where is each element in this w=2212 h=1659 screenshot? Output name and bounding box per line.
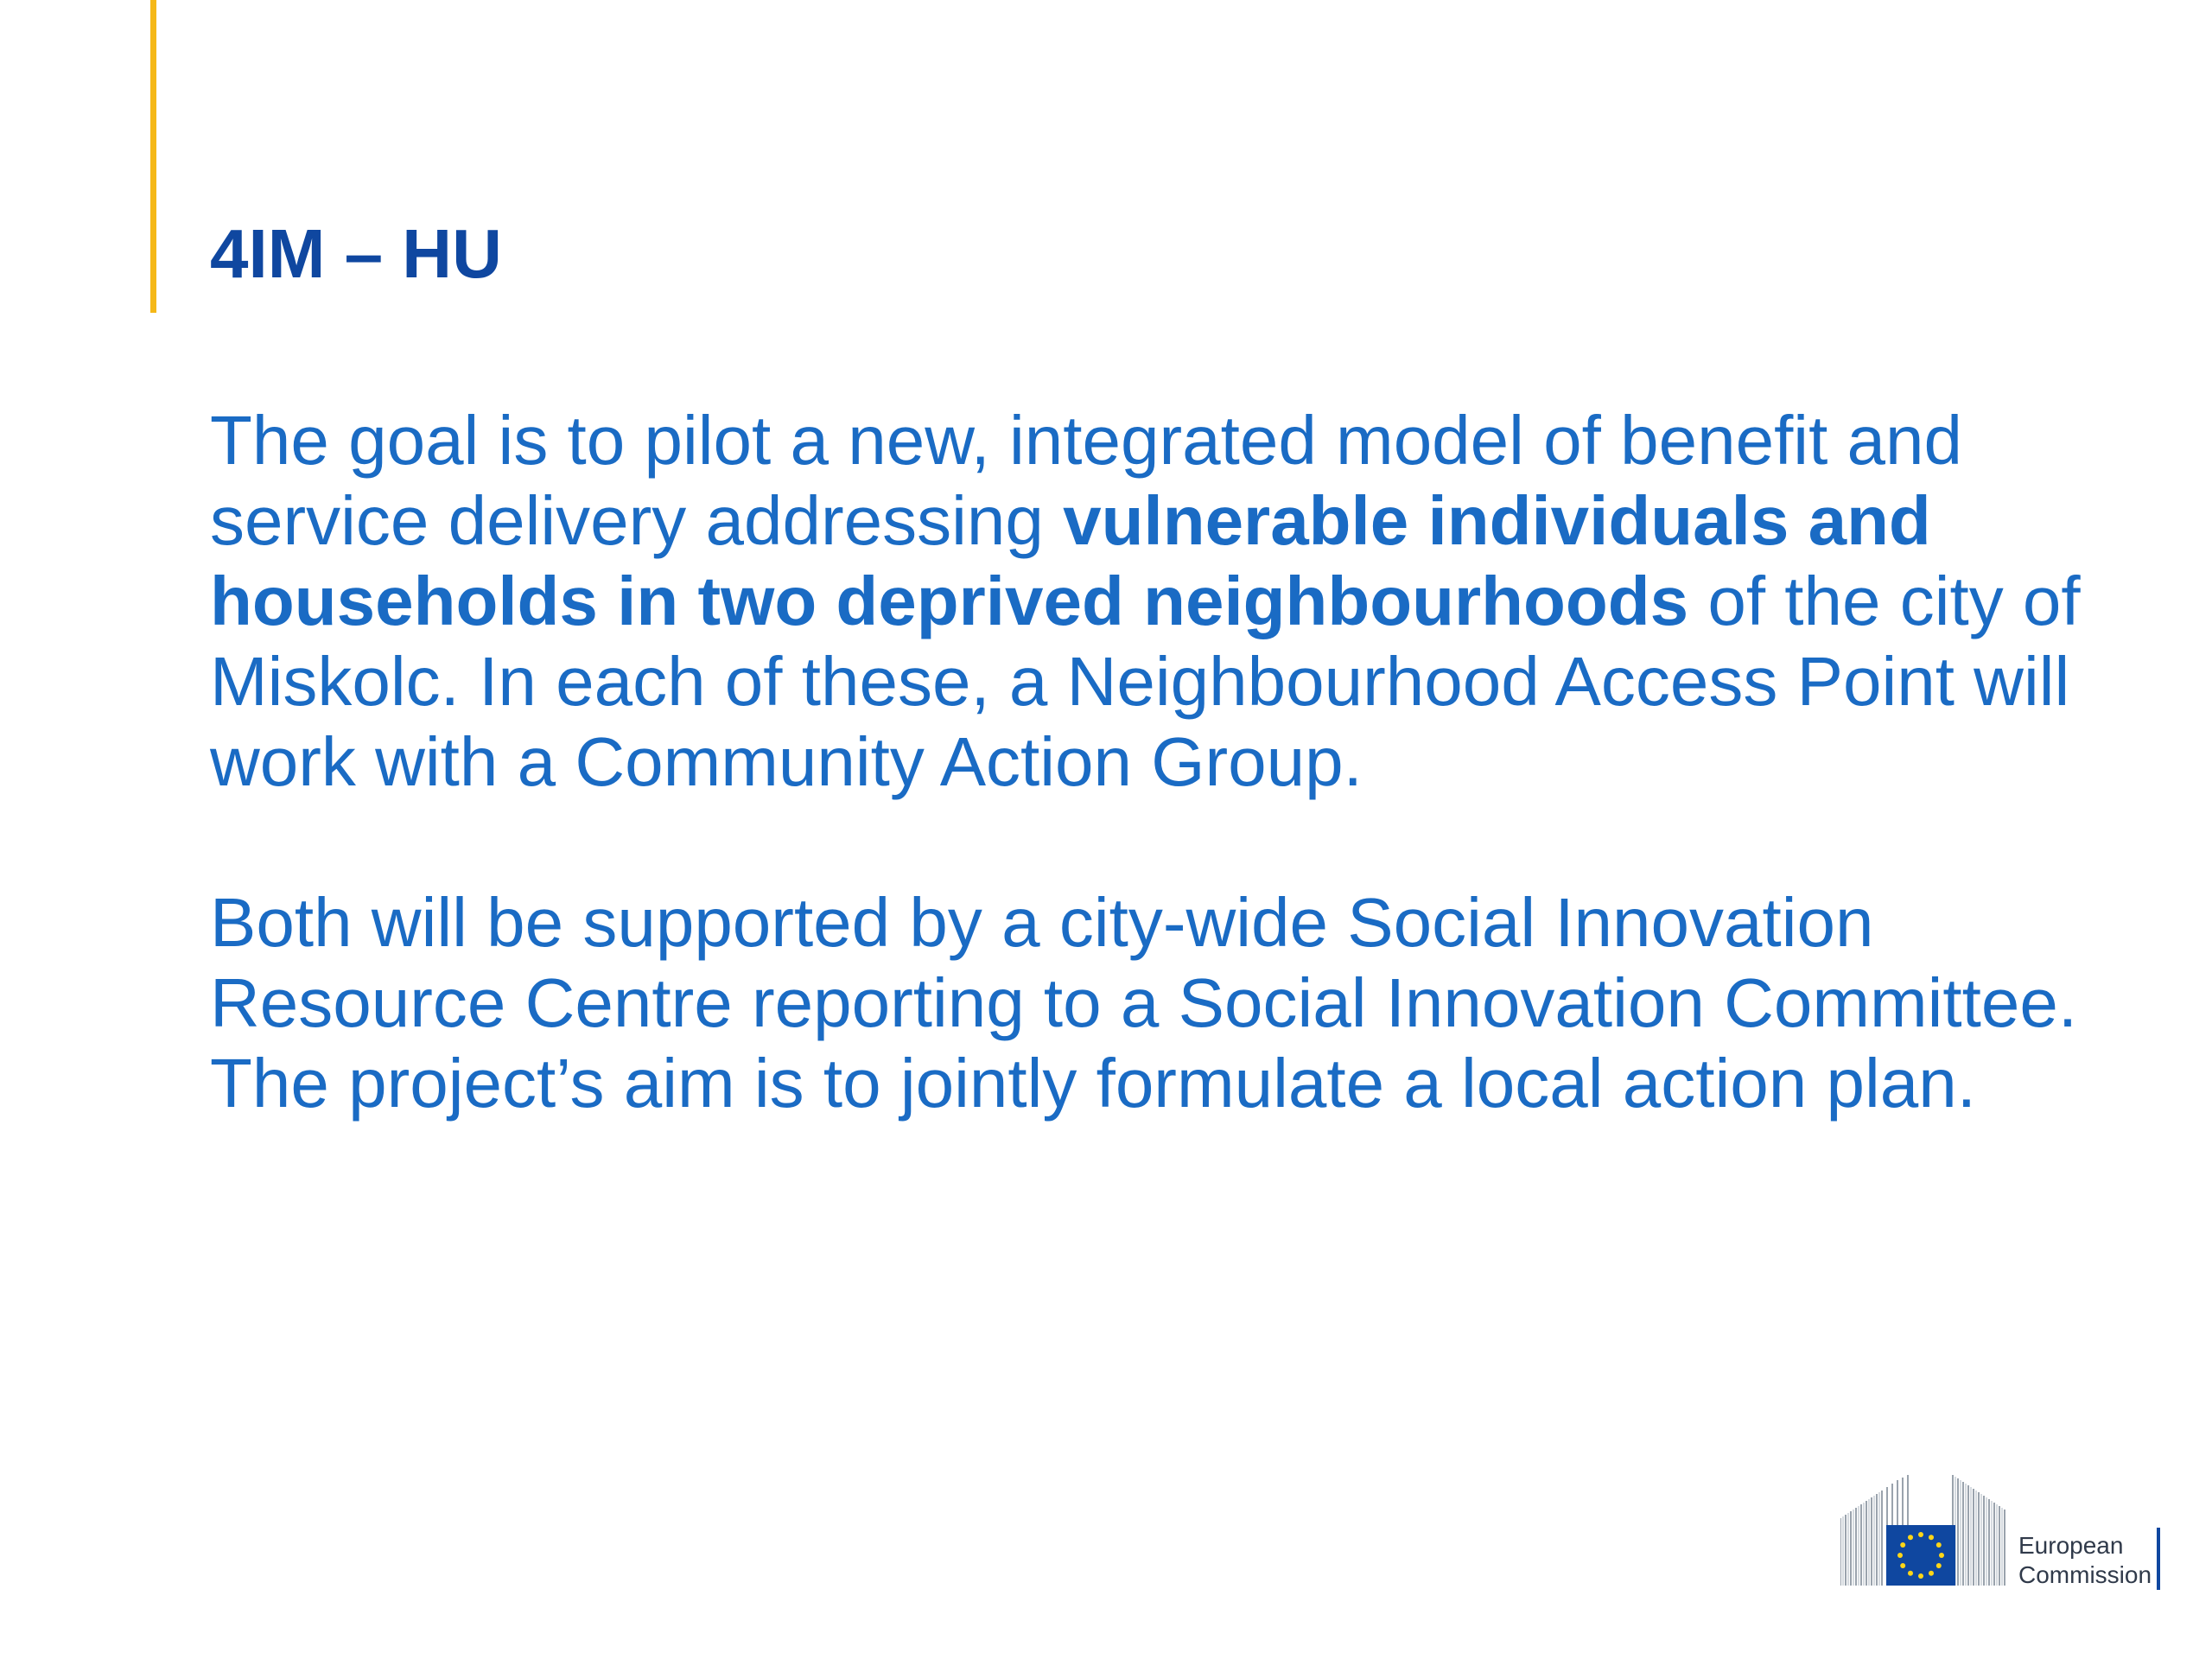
slide-title: 4IM – HU [210,215,502,292]
logo-line-commission: Commission [2018,1561,2152,1588]
paragraph-2: Both will be supported by a city-wide Social Innovation Resource Centre reporting to a Social Innovation Committee. The project’s aim is to jointly formulate a local action plan. [210,884,2078,1122]
accent-bar [150,0,156,313]
logo-wordmark [2018,1531,2152,1590]
paragraph-1-bold: vulnerable individuals and households in two deprived neighbourhoods [210,482,1931,639]
paragraph-1-text-a: The goal is to pilot a new, integrated model of benefit and service delivery addressing [210,402,1963,559]
paragraph-1 [210,400,2111,802]
paragraph-1-text-b: of the city of Miskolc. In each of these, a Neighbourhood Access Point will work with a Community Action Group. [210,563,2081,800]
slide-body [210,400,2111,1123]
logo-line-european: European [2018,1532,2124,1559]
eu-flag-icon [1886,1525,1955,1586]
logo-divider [2157,1528,2160,1590]
